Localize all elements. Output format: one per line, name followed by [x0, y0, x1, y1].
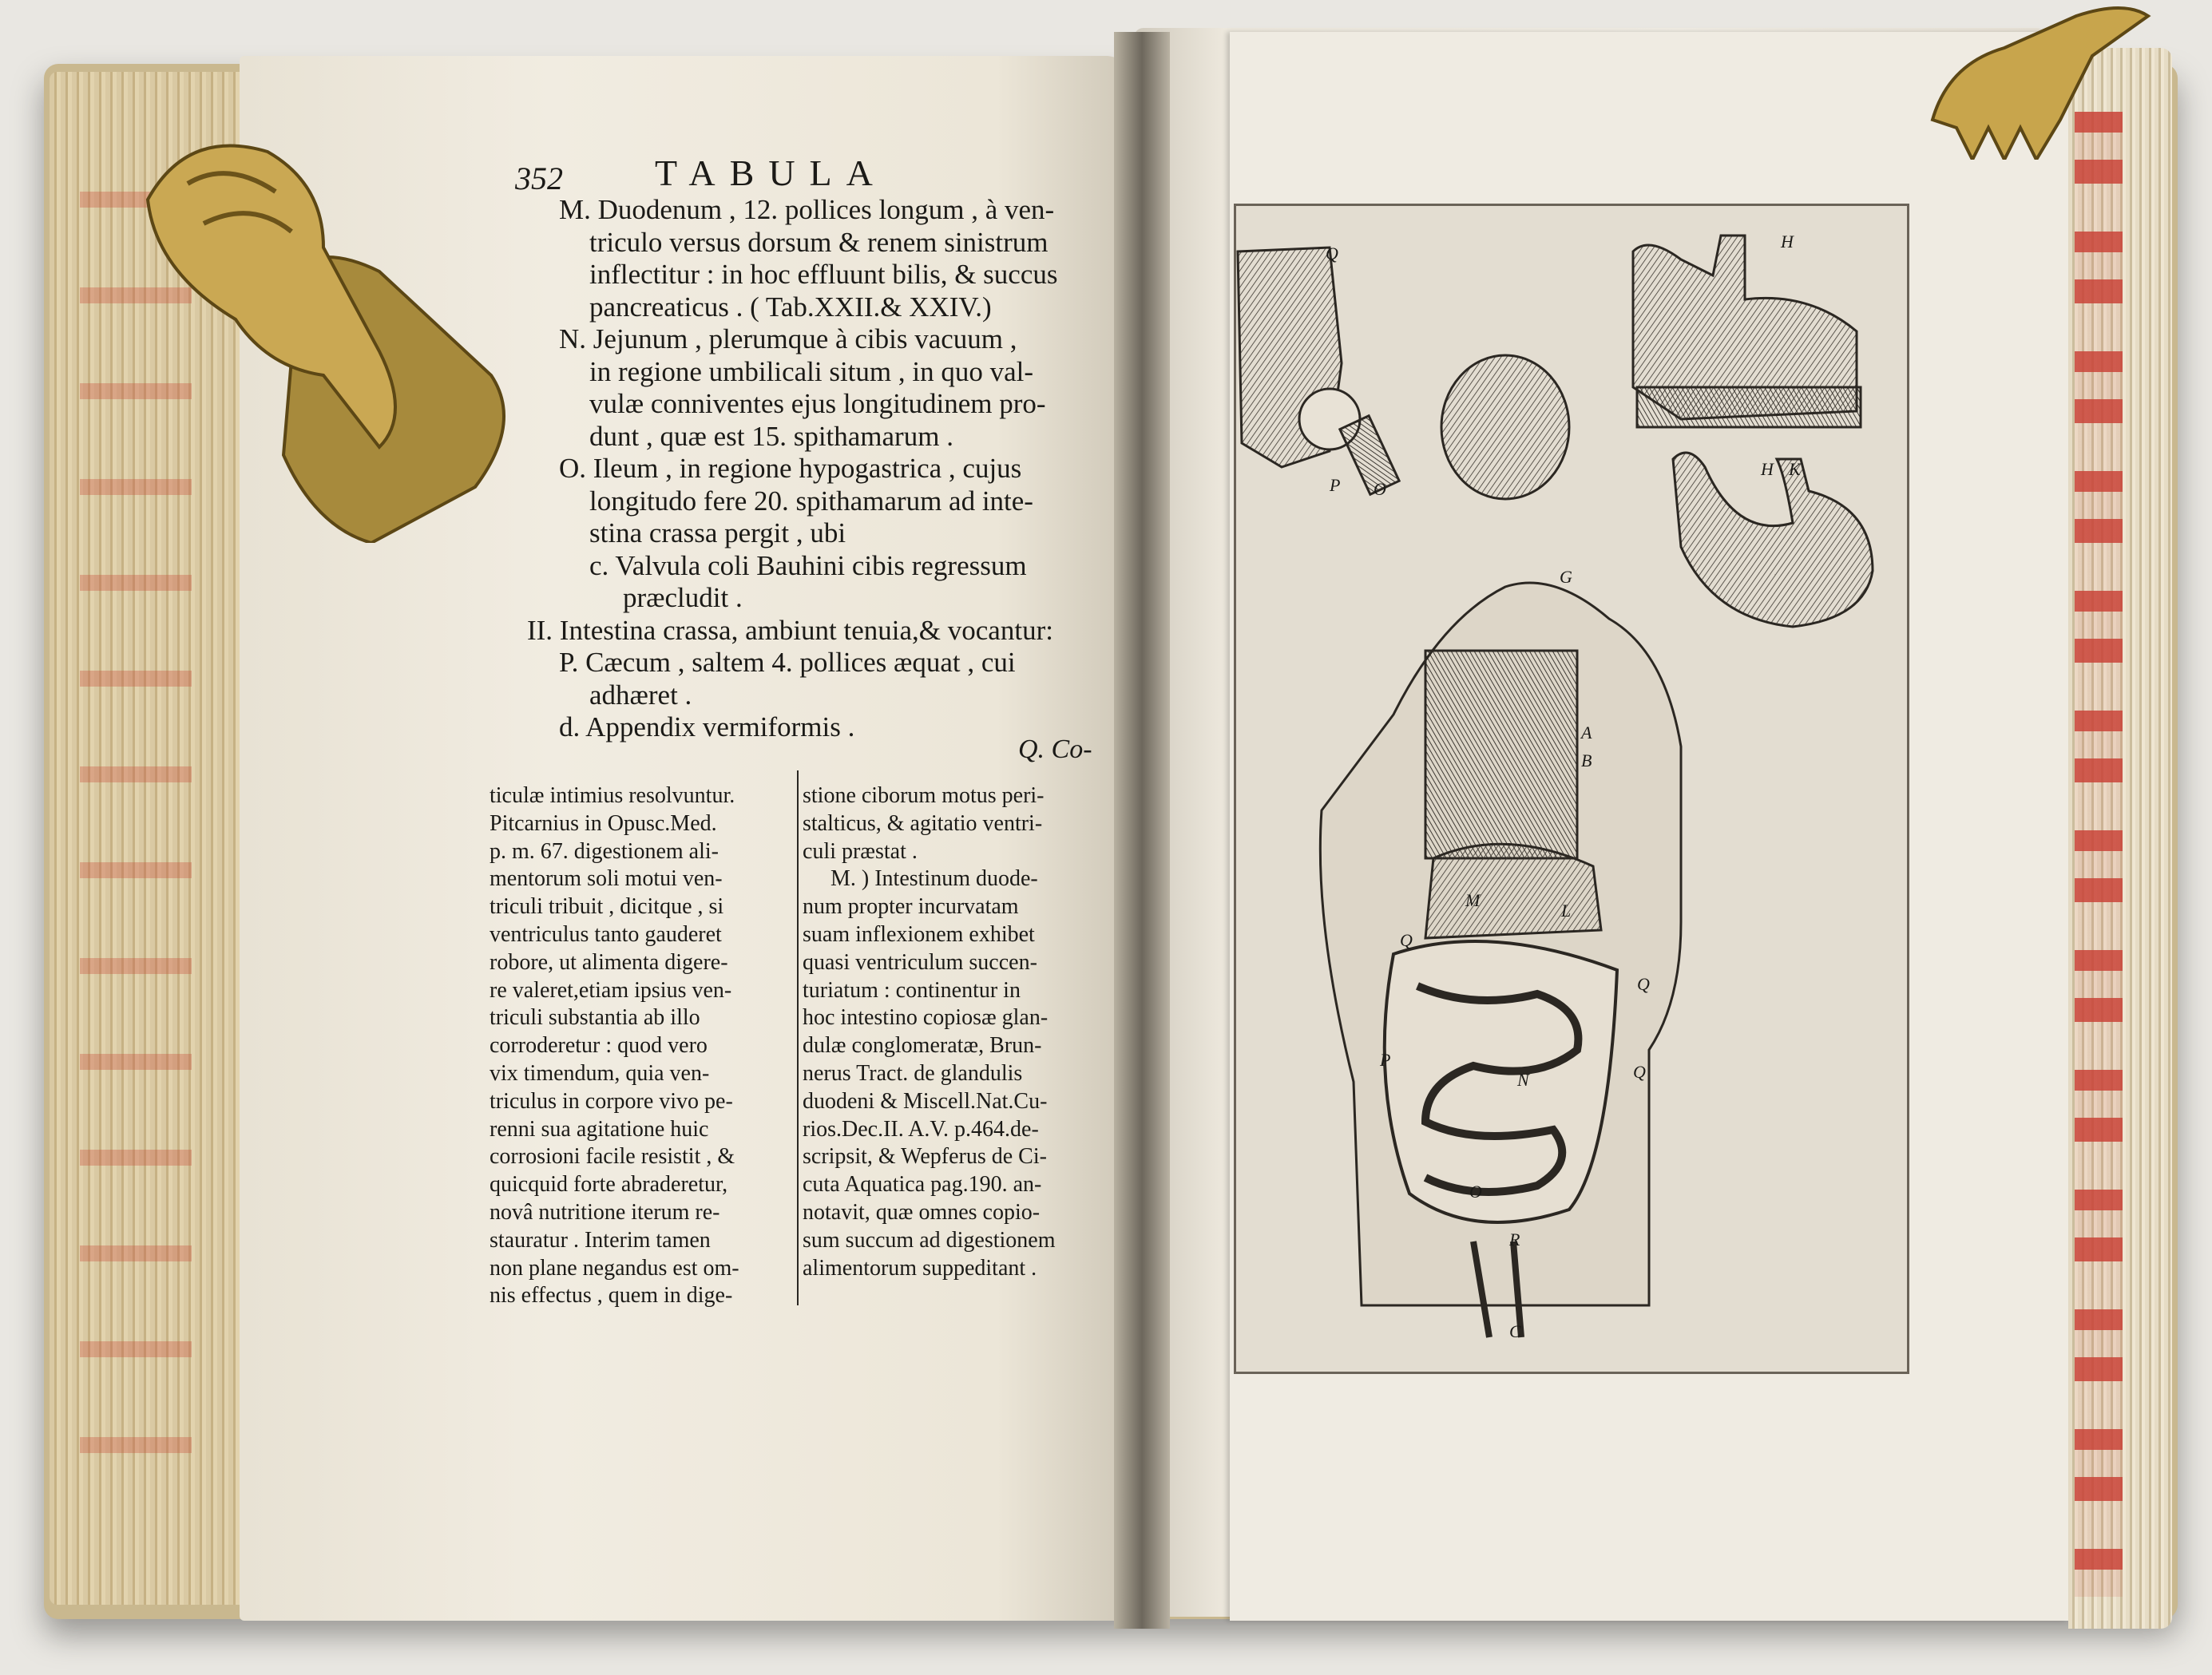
main-text-line: O. Ileum , in regione hypogastrica , cujus — [559, 453, 1022, 484]
footnote-line: vix timendum, quia ven- — [490, 1061, 710, 1086]
footnote-line: triculi substantia ab illo — [490, 1005, 700, 1031]
stomach-section-figure — [1238, 247, 1399, 494]
footnote-line: quicquid forte abraderetur, — [490, 1172, 728, 1198]
footnote-line: nis effectus , quem in dige- — [490, 1283, 733, 1309]
footnote-line: Pitcarnius in Opusc.Med. — [490, 810, 717, 836]
column-rule — [797, 770, 799, 1305]
footnote-line: stione ciborum motus peri- — [803, 783, 1045, 808]
main-text-line: P. Cæcum , saltem 4. pollices æquat , cui — [559, 647, 1016, 678]
main-text-line: præcludit . — [623, 582, 743, 613]
plate-letter-label: N — [1517, 1070, 1529, 1090]
footnote-line: rios.Dec.II. A.V. p.464.de- — [803, 1116, 1039, 1142]
brass-hand-clip-icon — [140, 112, 523, 543]
plate-letter-label: Q — [1633, 1062, 1646, 1082]
plate-letter-label: Q — [1637, 974, 1650, 994]
plate-letter-label: Q — [1326, 244, 1338, 263]
plate-letter-label: O — [1469, 1182, 1482, 1202]
main-text-line: inflectitur : in hoc effluunt bilis, & succus — [589, 259, 1058, 290]
footnote-line: non plane negandus est om- — [490, 1255, 739, 1281]
plate-letter-label: K — [1789, 459, 1801, 479]
plate-letter-label: H — [1761, 459, 1774, 479]
footnote-line: p. m. 67. digestionem ali- — [490, 838, 719, 864]
plate-letter-label: H — [1781, 232, 1794, 251]
footnote-line: robore, ut alimenta digere- — [490, 949, 728, 975]
plate-letter-label: L — [1561, 901, 1572, 921]
main-text-line: dunt , quæ est 15. spithamarum . — [589, 420, 953, 452]
main-text-line: II. Intestina crassa, ambiunt tenuia,& vocantur: — [527, 614, 1053, 646]
stomach-figure-upper — [1633, 236, 1861, 427]
plate-letter-label: R — [1509, 1230, 1520, 1249]
footnote-line: novâ nutritione iterum re- — [490, 1200, 720, 1225]
footnote-line: ticulæ intimius resolvuntur. — [490, 783, 735, 808]
footnote-line: quasi ventriculum succen- — [803, 949, 1037, 975]
main-text-line: vulæ conniventes ejus longitudinem pro- — [589, 388, 1046, 419]
footnote-line: nerus Tract. de glandulis — [803, 1061, 1023, 1086]
main-text-line: M. Duodenum , 12. pollices longum , à ven- — [559, 194, 1055, 225]
main-text-line: stina crassa pergit , ubi — [589, 517, 846, 548]
running-head: TABULA — [655, 152, 887, 193]
catchword: Q. Co- — [1018, 735, 1092, 764]
main-text-line: triculo versus dorsum & renem sinistrum — [589, 226, 1049, 258]
footnote-line: alimentorum suppeditant . — [803, 1255, 1037, 1281]
main-text-line: d. Appendix vermiformis . — [559, 711, 855, 742]
brass-hand-clip-icon — [1917, 0, 2156, 160]
footnote-line: turiatum : continentur in — [803, 977, 1021, 1003]
footnote-line: re valeret,etiam ipsius ven- — [490, 977, 732, 1003]
footnote-line: ventriculus tanto gauderet — [490, 922, 722, 947]
plate-letter-label: B — [1581, 750, 1592, 770]
main-text-line: adhæret . — [589, 679, 692, 711]
plate-letter-label: A — [1581, 723, 1592, 742]
main-text-line: c. Valvula coli Bauhini cibis regressum — [589, 549, 1027, 581]
plate-letter-label: P — [1330, 475, 1341, 495]
main-text-line: N. Jejunum , plerumque à cibis vacuum , — [559, 323, 1017, 354]
footnote-line: triculus in corpore vivo pe- — [490, 1088, 733, 1114]
footnote-line: duodeni & Miscell.Nat.Cu- — [803, 1088, 1048, 1114]
footnote-line: stalticus, & agitatio ventri- — [803, 810, 1043, 836]
footnote-line: dulæ conglomeratæ, Brun- — [803, 1033, 1042, 1059]
footnote-line: triculi tribuit , dicitque , si — [490, 894, 724, 920]
footnote-line: culi præstat . — [803, 838, 918, 864]
footnote-line: M. ) Intestinum duode- — [830, 866, 1038, 892]
footnote-line: stauratur . Interim tamen — [490, 1227, 711, 1253]
footnote-line: suam inflexionem exhibet — [803, 922, 1035, 947]
main-text-line: longitudo fere 20. spithamarum ad inte- — [589, 485, 1033, 517]
plate-letter-label: C — [1509, 1321, 1521, 1341]
footnote-line: sum succum ad digestionem — [803, 1227, 1056, 1253]
book-gutter — [1114, 32, 1170, 1629]
plate-letter-label: P — [1380, 1050, 1391, 1070]
footnote-line: num propter incurvatam — [803, 894, 1019, 920]
main-text-line: pancreaticus . ( Tab.XXII.& XXIV.) — [589, 291, 992, 323]
red-sprinkled-edge-right — [2075, 112, 2123, 1597]
plate-letter-label: Q — [1400, 930, 1413, 950]
torso-figure — [1320, 355, 1681, 1337]
footnote-line: renni sua agitatione huic — [490, 1116, 709, 1142]
footnote-line: scripsit, & Wepferus de Ci- — [803, 1144, 1047, 1170]
footnote-line: corrosioni facile resistit , & — [490, 1144, 735, 1170]
anatomical-engraving — [1234, 204, 1909, 1374]
footnote-line: hoc intestino copiosæ glan- — [803, 1005, 1049, 1031]
plate-letter-label: M — [1465, 890, 1481, 910]
footnote-line: notavit, quæ omnes copio- — [803, 1200, 1041, 1225]
plate-letter-label: G — [1560, 567, 1572, 587]
footnote-line: mentorum soli motui ven- — [490, 866, 723, 892]
main-text-line: in regione umbilicali situm , in quo val- — [589, 355, 1034, 387]
page-number: 352 — [515, 160, 563, 196]
footnote-line: corroderetur : quod vero — [490, 1033, 708, 1059]
footnote-line: cuta Aquatica pag.190. an- — [803, 1172, 1042, 1198]
plate-letter-label: O — [1374, 479, 1386, 499]
